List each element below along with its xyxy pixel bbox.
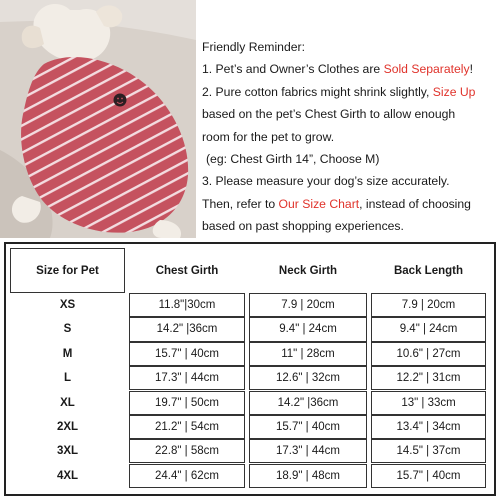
chest-girth-cell: 15.7" | 40cm: [129, 342, 245, 366]
size-cell: XS: [59, 299, 76, 312]
neck-girth-cell: 11" | 28cm: [249, 342, 367, 366]
back-length-cell: 13.4" | 34cm: [371, 415, 486, 439]
chest-girth-cell: 17.3" | 44cm: [129, 366, 245, 390]
chest-girth-cell: 22.8" | 58cm: [129, 439, 245, 463]
reminder-line-4: room for the pet to grow.: [202, 129, 335, 144]
back-length-cell: 12.2" | 31cm: [371, 366, 486, 390]
sold-separately-highlight: Sold Separately: [383, 62, 470, 77]
friendly-reminder: [202, 36, 498, 238]
chest-girth-cell: 24.4" | 62cm: [129, 464, 245, 488]
reminder-line-3: based on the pet’s Chest Girth to allow enough: [202, 107, 456, 122]
back-length-cell: 15.7" | 40cm: [371, 464, 486, 488]
size-cell: 4XL: [56, 469, 79, 482]
size-cell: XL: [60, 396, 75, 409]
reminder-line-7: Then, refer to Our Size Chart, instead of choosing: [202, 196, 471, 211]
back-length-cell: 13" | 33cm: [371, 391, 486, 415]
neck-girth-cell: 18.9" | 48cm: [249, 464, 367, 488]
chest-girth-cell: 11.8"|30cm: [129, 293, 245, 317]
smiley-patch-icon: [114, 94, 127, 107]
size-cell: M: [62, 347, 73, 360]
size-cell: 3XL: [56, 445, 79, 458]
size-up-highlight: Size Up: [432, 84, 476, 99]
table-header-row: [10, 248, 490, 293]
table-body: [10, 293, 490, 488]
product-photo: [0, 0, 196, 238]
back-length-cell: 9.4" | 24cm: [371, 317, 486, 341]
table-row: [10, 464, 490, 488]
size-chart-table: [4, 242, 496, 496]
size-cell: L: [63, 372, 72, 385]
neck-girth-cell: 7.9 | 20cm: [249, 293, 367, 317]
table-row: [10, 342, 490, 366]
header-back-length: Back Length: [393, 264, 463, 277]
chest-girth-cell: 19.7" | 50cm: [129, 391, 245, 415]
header-size: Size for Pet: [10, 248, 125, 293]
size-cell: S: [63, 323, 72, 336]
header-neck-girth: Neck Girth: [278, 264, 338, 277]
reminder-line-6: 3. Please measure your dog’s size accurately.: [202, 174, 450, 189]
reminder-line-1: 1. Pet’s and Owner’s Clothes are Sold Separately!: [202, 62, 473, 77]
neck-girth-cell: 14.2" |36cm: [249, 391, 367, 415]
neck-girth-cell: 9.4" | 24cm: [249, 317, 367, 341]
reminder-example: (eg: Chest Girth 14”, Choose M): [206, 152, 380, 167]
table-row: [10, 366, 490, 390]
reminder-line-2: 2. Pure cotton fabrics might shrink slightly, Size Up: [202, 84, 476, 99]
neck-girth-cell: 12.6" | 32cm: [249, 366, 367, 390]
table-row: [10, 317, 490, 341]
neck-girth-cell: 15.7" | 40cm: [249, 415, 367, 439]
table-row: [10, 439, 490, 463]
reminder-line-8: based on past shopping experiences.: [202, 219, 404, 234]
header-chest-girth: Chest Girth: [155, 264, 219, 277]
back-length-cell: 10.6" | 27cm: [371, 342, 486, 366]
chest-girth-cell: 14.2" |36cm: [129, 317, 245, 341]
table-row: [10, 391, 490, 415]
table-row: [10, 293, 490, 317]
neck-girth-cell: 17.3" | 44cm: [249, 439, 367, 463]
size-cell: 2XL: [56, 420, 79, 433]
back-length-cell: 14.5" | 37cm: [371, 439, 486, 463]
table-row: [10, 415, 490, 439]
chest-girth-cell: 21.2" | 54cm: [129, 415, 245, 439]
reminder-title: Friendly Reminder:: [202, 40, 305, 54]
back-length-cell: 7.9 | 20cm: [371, 293, 486, 317]
size-chart-highlight: Our Size Chart: [278, 196, 360, 211]
dog-in-striped-shirt: [0, 0, 196, 238]
